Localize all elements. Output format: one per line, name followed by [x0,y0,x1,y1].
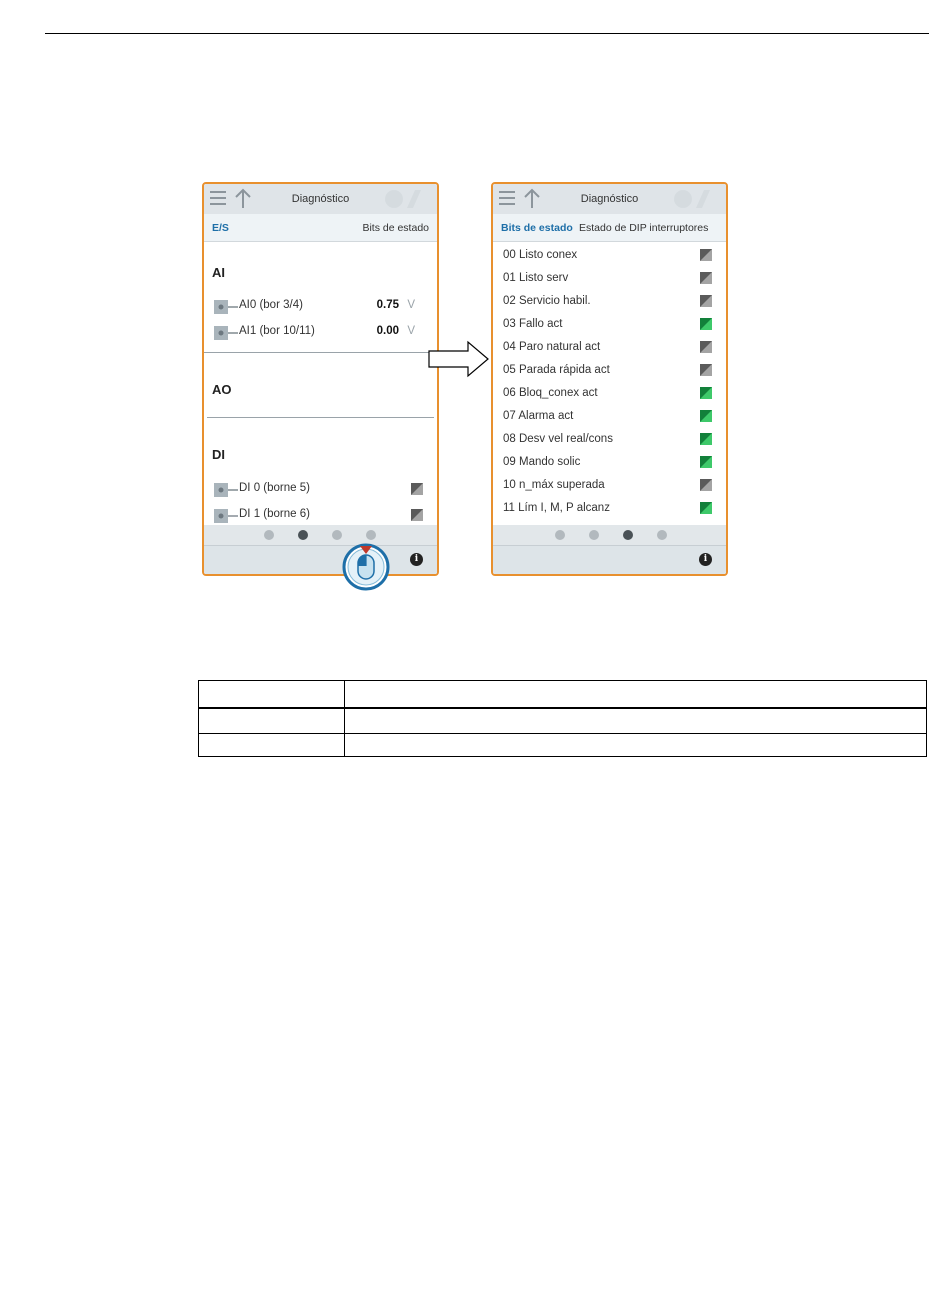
table-rule [198,756,927,757]
table-header-rule [198,707,927,709]
info-icon[interactable]: i [699,553,712,566]
status-bit-label: 05 Parada rápida act [503,364,610,376]
status-bit-row [503,478,726,496]
tab-bar [493,214,726,242]
port-icon [214,483,238,497]
ai-label: AI1 (bor 10/11) [239,325,315,337]
title-bar [493,184,726,214]
status-bit-label: 07 Alarma act [503,410,574,422]
di-label: DI 0 (borne 5) [239,482,310,494]
page-dot-active[interactable] [623,530,633,540]
left-screen [202,182,439,576]
table-rule [926,680,927,757]
status-indicator-inactive [411,509,423,521]
status-indicator-inactive [700,341,712,353]
ai-row[interactable] [212,324,437,342]
ai-row[interactable] [212,298,437,316]
status-bit-label: 11 Lím I, M, P alcanz [503,502,610,514]
status-bit-row [503,455,726,473]
tab-estado-dip[interactable]: Estado de DIP interruptores [579,222,709,234]
status-bit-label: 03 Fallo act [503,318,563,330]
status-bit-label: 08 Desv vel real/cons [503,433,613,445]
status-bit-row [503,409,726,427]
status-bit-label: 10 n_máx superada [503,479,605,491]
section-divider [207,417,434,418]
tab-es[interactable]: E/S [212,222,229,234]
status-indicator-active [700,433,712,445]
section-heading-ai: AI [212,265,225,280]
section-heading-di: DI [212,447,225,462]
status-bit-row [503,248,726,266]
status-indicator-active [700,456,712,468]
status-indicator-inactive [700,479,712,491]
page-dot[interactable] [555,530,565,540]
page-dot[interactable] [264,530,274,540]
status-bit-label: 09 Mando solic [503,456,581,468]
ai-value: 0.75 [376,299,399,311]
status-indicator-active [700,410,712,422]
screen-title: Diagnóstico [580,193,639,205]
ai-label: AI0 (bor 3/4) [239,299,303,311]
status-indicator-inactive [700,249,712,261]
table-rule [198,733,927,734]
tab-bar [204,214,437,242]
ai-value: 0.00 [376,325,399,337]
page-top-rule [45,33,929,34]
info-icon[interactable]: i [410,553,423,566]
status-indicator-active [700,387,712,399]
page-indicator [493,525,726,545]
di-row[interactable] [212,507,437,525]
title-bar [204,184,437,214]
port-icon [214,509,238,523]
table-rule [198,680,199,757]
status-indicator-active [700,318,712,330]
section-heading-ao: AO [212,382,232,397]
bottom-bar [204,545,437,574]
status-indicator-inactive [700,295,712,307]
port-icon [214,300,238,314]
status-bit-row [503,363,726,381]
status-bit-row [503,294,726,312]
logo-watermark-icon [672,188,712,210]
right-screen [491,182,728,576]
status-bit-row [503,432,726,450]
status-bit-label: 01 Listo serv [503,272,569,284]
logo-watermark-icon [383,188,423,210]
status-bit-label: 06 Bloq_conex act [503,387,598,399]
table-rule [198,680,927,681]
status-bit-row [503,271,726,289]
port-icon [214,326,238,340]
tab-bits-de-estado[interactable]: Bits de estado [501,222,573,234]
screen-title: Diagnóstico [291,193,350,205]
document-table [198,680,927,757]
status-bit-label: 00 Listo conex [503,249,578,261]
status-indicator-inactive [700,364,712,376]
status-bit-row [503,317,726,335]
table-rule [344,680,345,757]
page-dot-active[interactable] [298,530,308,540]
di-label: DI 1 (borne 6) [239,508,310,520]
tab-bits-de-estado[interactable]: Bits de estado [362,222,429,234]
page-indicator [204,525,437,545]
status-bit-label: 04 Paro natural act [503,341,601,353]
status-bit-label: 02 Servicio habil. [503,295,591,307]
status-indicator-inactive [411,483,423,495]
bottom-bar [493,545,726,574]
status-indicator-inactive [700,272,712,284]
status-indicator-active [700,502,712,514]
ai-unit: V [407,299,415,311]
di-row[interactable] [212,481,437,499]
right-arrow-icon [428,340,490,378]
page-dot[interactable] [657,530,667,540]
page-dot[interactable] [589,530,599,540]
status-bit-row [503,501,726,519]
mouse-click-icon [340,538,392,592]
ai-unit: V [407,325,415,337]
status-bit-row [503,386,726,404]
status-bit-row [503,340,726,358]
section-divider [204,352,437,353]
